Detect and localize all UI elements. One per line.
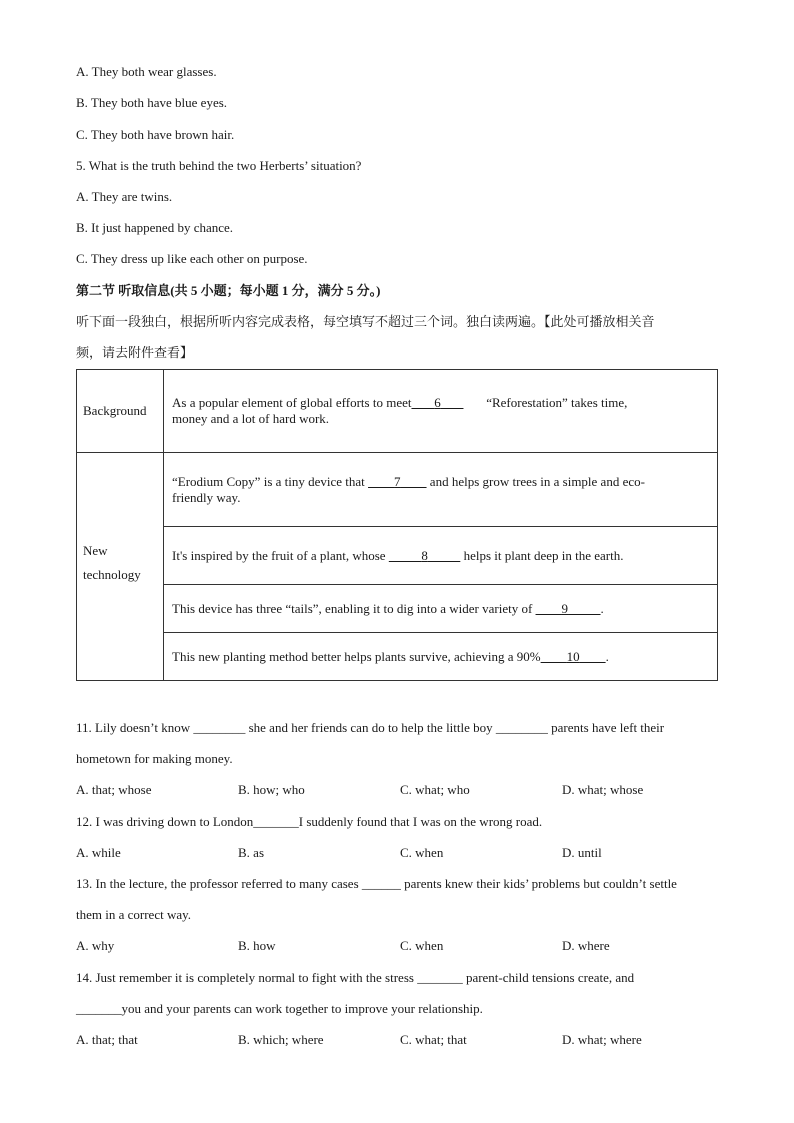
q12-option-c: C. when: [400, 845, 444, 860]
background-text-c: money and a lot of hard work.: [172, 411, 330, 426]
row-7-text-b: and helps grow trees in a simple and eco-: [429, 473, 645, 489]
q14-option-a: A. that; that: [76, 1032, 138, 1047]
row-7-text-c: friendly way.: [172, 489, 241, 505]
blank-9: [536, 601, 601, 616]
option-c: C. They both have brown hair.: [76, 127, 235, 142]
blank-10: [541, 649, 606, 664]
blank-7: [368, 474, 427, 489]
background-label: Background: [77, 370, 164, 453]
section-2-instruction-line1: 听下面一段独白，根据所听内容完成表格，每空填写不超过三个词。独白读两遍。【此处可播放相关音: [76, 314, 655, 329]
q11-option-a: A. that; whose: [76, 782, 152, 797]
new-technology-label: [77, 453, 164, 681]
question-12-stem: 12. I was driving down to London_______I suddenly found that I was on the wrong road.: [76, 814, 543, 829]
row-8-cell: [164, 527, 718, 585]
blank-8: [389, 548, 461, 563]
row-7-text-a: “Erodium Copy” is a tiny device that: [172, 473, 365, 489]
blank-6: [411, 395, 463, 410]
q13-option-a: A. why: [76, 938, 115, 953]
q5-option-b: B. It just happened by chance.: [76, 220, 234, 235]
option-a: A. They both wear glasses.: [76, 64, 217, 79]
blank-9-number: 9: [561, 600, 569, 616]
row-9-text-a: This device has three “tails”, enabling it to dig into a wider variety of: [172, 600, 533, 616]
background-text-b: “Reforestation” takes time,: [486, 395, 628, 410]
q14-option-c: C. what; that: [400, 1032, 467, 1047]
question-14-stem-line2: _______you and your parents can work together to improve your relationship.: [76, 1001, 483, 1016]
q12-option-b: B. as: [238, 845, 264, 860]
section-2-title: 第二节 听取信息(共 5 小题；每小题 1 分，满分 5 分。): [76, 283, 381, 298]
section-2-instruction-line2: 频，请去附件查看】: [76, 345, 194, 360]
row-8-text-b: helps it plant deep in the earth.: [463, 547, 624, 563]
blank-8-number: 8: [421, 547, 428, 563]
row-8-text-a: It's inspired by the fruit of a plant, whose: [172, 547, 386, 563]
q5-option-a: A. They are twins.: [76, 189, 173, 204]
row-7-cell: [164, 453, 718, 527]
question-11-stem-line1: 11. Lily doesn’t know ________ she and her friends can do to help the little boy ________ parents have left their: [76, 720, 665, 735]
q13-option-d: D. where: [562, 938, 610, 953]
q11-option-b: B. how; who: [238, 782, 305, 797]
q11-option-d: D. what; whose: [562, 782, 644, 797]
question-13-stem-line1: 13. In the lecture, the professor referred to many cases ______ parents knew their kids’ problems but couldn’t settle: [76, 876, 677, 891]
q13-option-c: C. when: [400, 938, 444, 953]
background-text-a: As a popular element of global efforts to meet: [172, 395, 412, 410]
option-b: B. They both have blue eyes.: [76, 95, 228, 110]
row-10-text-a: This new planting method better helps plants survive, achieving a 90%: [172, 648, 541, 664]
blank-7-number: 7: [394, 473, 401, 489]
q12-option-d: D. until: [562, 845, 602, 860]
listening-table: [76, 369, 718, 681]
new-technology-label-line2: technology: [83, 567, 141, 582]
question-14-stem-line1: 14. Just remember it is completely normal to fight with the stress _______ parent-child tensions create, and: [76, 970, 635, 985]
q11-option-c: C. what; who: [400, 782, 470, 797]
row-9-cell: This device has three “tails”, enabling it to dig into a wider variety of 9 .: [164, 585, 718, 633]
question-5-stem: 5. What is the truth behind the two Herberts’ situation?: [76, 158, 362, 173]
blank-6-number: 6: [434, 395, 441, 410]
q14-option-b: B. which; where: [238, 1032, 324, 1047]
q12-option-a: A. while: [76, 845, 121, 860]
background-cell: [164, 370, 718, 453]
q13-option-b: B. how: [238, 938, 276, 953]
blank-10-number: 10: [566, 648, 580, 664]
q14-option-d: D. what; where: [562, 1032, 642, 1047]
row-10-cell: This new planting method better helps plants survive, achieving a 90% 10 .: [164, 633, 718, 681]
q5-option-c: C. They dress up like each other on purpose.: [76, 251, 308, 266]
new-technology-label-line1: New: [83, 543, 108, 558]
question-11-stem-line2: hometown for making money.: [76, 751, 233, 766]
question-13-stem-line2: them in a correct way.: [76, 907, 192, 922]
